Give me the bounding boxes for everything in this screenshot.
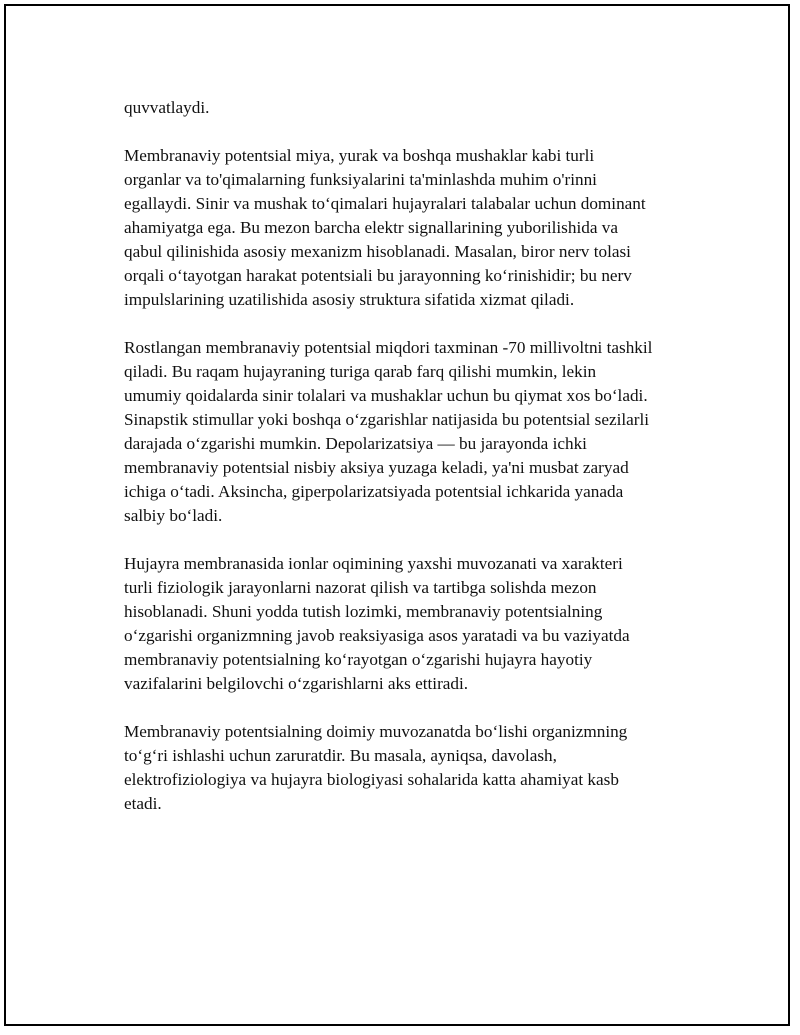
page-frame [4, 4, 790, 1026]
paragraph-conclusion: Membranaviy potentsialning doimiy muvozanatda bo‘lishi organizmning to‘g‘ri ishlashi uchun zaruratdir. Bu masala, ayniqsa, davolash, elektrofiziologiya va hujayra biologiyasi sohalarida katta ahamiyat kasb etadi. [124, 722, 628, 813]
paragraph-resting-potential: Rostlangan membranaviy potentsial miqdori taxminan -70 millivoltni tashkil qiladi. Bu raqam hujayraning turiga qarab farq qilishi mumkin, lekin umumiy qoidalarda sinir tolalari va mushaklar uchun bu qiymat xos bo‘ladi. Sinapstik stimullar yoki boshqa o‘zgarishlar natijasida bu potentsial sezilarli darajada o‘zgarishi mumkin. Depolarizatsiya — bu jarayonda ichki membranaviy potentsial nisbiy aksiya yuzaga keladi, ya'ni musbat zaryad ichiga o‘tadi. Aksincha, giperpolarizatsiyada potentsial ichkarida yanada salbiy bo‘ladi. [124, 338, 653, 525]
paragraph-ion-balance: Hujayra membranasida ionlar oqimining yaxshi muvozanati va xarakteri turli fiziologik jarayonlarni nazorat qilish va tartibga solishda mezon hisoblanadi. Shuni yodda tutish lozimki, membranaviy potentsialning o‘zgarishi organizmning javob reaksiyasiga asos yaratadi va bu vaziyatda membranaviy potentsialning ko‘rayotgan o‘zgarishi hujayra hayotiy vazifalarini belgilovchi o‘zgarishlarni aks ettiradi. [124, 554, 630, 693]
paragraph-membrane-role: Membranaviy potentsial miya, yurak va boshqa mushaklar kabi turli organlar va to'qimalarning funksiyalarini ta'minlashda muhim o'rinni egallaydi. Sinir va mushak to‘qimalari hujayralari talabalar uchun dominant ahamiyatga ega. Bu mezon barcha elektr signallarining yuborilishida va qabul qilinishida asosiy mexanizm hisoblanadi. Masalan, biror nerv tolasi orqali o‘tayotgan harakat potentsiali bu jarayonning ko‘rinishidir; bu nerv impulslarining uzatilishida asosiy struktura sifatida xizmat qiladi. [124, 146, 646, 309]
paragraph-continuation: quvvatlaydi. [124, 98, 210, 117]
document-body [124, 96, 704, 840]
